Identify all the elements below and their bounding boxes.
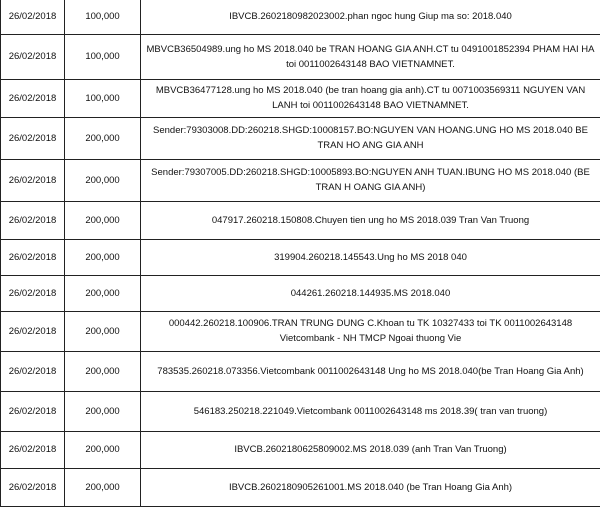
amount-cell: 100,000 <box>65 79 141 117</box>
date-cell: 26/02/2018 <box>1 275 65 311</box>
table-row <box>1 34 600 79</box>
amount-cell: 200,000 <box>65 468 141 506</box>
amount-cell: 100,000 <box>65 34 141 79</box>
description-cell: 000442.260218.100906.TRAN TRUNG DUNG C.Khoan tu TK 10327433 toi TK 0011002643148 Vietcombank - NH TMCP Ngoai thuong Vie <box>141 311 600 351</box>
description-cell: 319904.260218.145543.Ung ho MS 2018 040 <box>141 239 600 275</box>
amount-cell: 200,000 <box>65 351 141 391</box>
description-cell: MBVCB36504989.ung ho MS 2018.040 be TRAN HOANG GIA ANH.CT tu 0491001852394 PHAM HAI HA toi 0011002643148 BAO VIETNAMNET. <box>141 34 600 79</box>
description-cell: 546183.250218.221049.Vietcombank 0011002643148 ms 2018.39( tran van truong) <box>141 391 600 431</box>
date-cell: 26/02/2018 <box>1 79 65 117</box>
amount-cell: 200,000 <box>65 159 141 201</box>
table-row <box>1 0 600 34</box>
amount-cell: 200,000 <box>65 275 141 311</box>
amount-cell: 100,000 <box>65 0 141 34</box>
amount-cell: 200,000 <box>65 311 141 351</box>
table-row <box>1 79 600 117</box>
date-cell: 26/02/2018 <box>1 117 65 159</box>
description-cell: Sender:79303008.DD:260218.SHGD:10008157.BO:NGUYEN VAN HOANG.UNG HO MS 2018.040 BE TRAN HO ANG GIA ANH <box>141 117 600 159</box>
amount-cell: 200,000 <box>65 239 141 275</box>
amount-cell: 200,000 <box>65 431 141 468</box>
table-row <box>1 431 600 468</box>
amount-cell: 200,000 <box>65 117 141 159</box>
date-cell: 26/02/2018 <box>1 0 65 34</box>
table-row <box>1 311 600 351</box>
date-cell: 26/02/2018 <box>1 431 65 468</box>
table-row <box>1 468 600 506</box>
description-cell: 047917.260218.150808.Chuyen tien ung ho MS 2018.039 Tran Van Truong <box>141 201 600 239</box>
date-cell: 26/02/2018 <box>1 391 65 431</box>
description-cell: IBVCB.2602180982023002.phan ngoc hung Giup ma so: 2018.040 <box>141 0 600 34</box>
date-cell: 26/02/2018 <box>1 239 65 275</box>
description-cell: Sender:79307005.DD:260218.SHGD:10005893.BO:NGUYEN ANH TUAN.IBUNG HO MS 2018.040 (BE TRAN H OANG GIA ANH) <box>141 159 600 201</box>
date-cell: 26/02/2018 <box>1 311 65 351</box>
table-row <box>1 239 600 275</box>
date-cell: 26/02/2018 <box>1 34 65 79</box>
description-cell: 783535.260218.073356.Vietcombank 0011002643148 Ung ho MS 2018.040(be Tran Hoang Gia Anh) <box>141 351 600 391</box>
description-cell: MBVCB36477128.ung ho MS 2018.040 (be tran hoang gia anh).CT tu 0071003569311 NGUYEN VAN LANH toi 0011002643148 BAO VIETNAMNET. <box>141 79 600 117</box>
table-row <box>1 275 600 311</box>
table-row <box>1 159 600 201</box>
date-cell: 26/02/2018 <box>1 159 65 201</box>
table-row <box>1 351 600 391</box>
table-row <box>1 391 600 431</box>
description-cell: IBVCB.2602180625809002.MS 2018.039 (anh Tran Van Truong) <box>141 431 600 468</box>
transaction-table-body <box>1 0 600 506</box>
amount-cell: 200,000 <box>65 391 141 431</box>
date-cell: 26/02/2018 <box>1 201 65 239</box>
table-row <box>1 117 600 159</box>
amount-cell: 200,000 <box>65 201 141 239</box>
date-cell: 26/02/2018 <box>1 351 65 391</box>
description-cell: 044261.260218.144935.MS 2018.040 <box>141 275 600 311</box>
table-row <box>1 201 600 239</box>
description-cell: IBVCB.2602180905261001.MS 2018.040 (be Tran Hoang Gia Anh) <box>141 468 600 506</box>
date-cell: 26/02/2018 <box>1 468 65 506</box>
